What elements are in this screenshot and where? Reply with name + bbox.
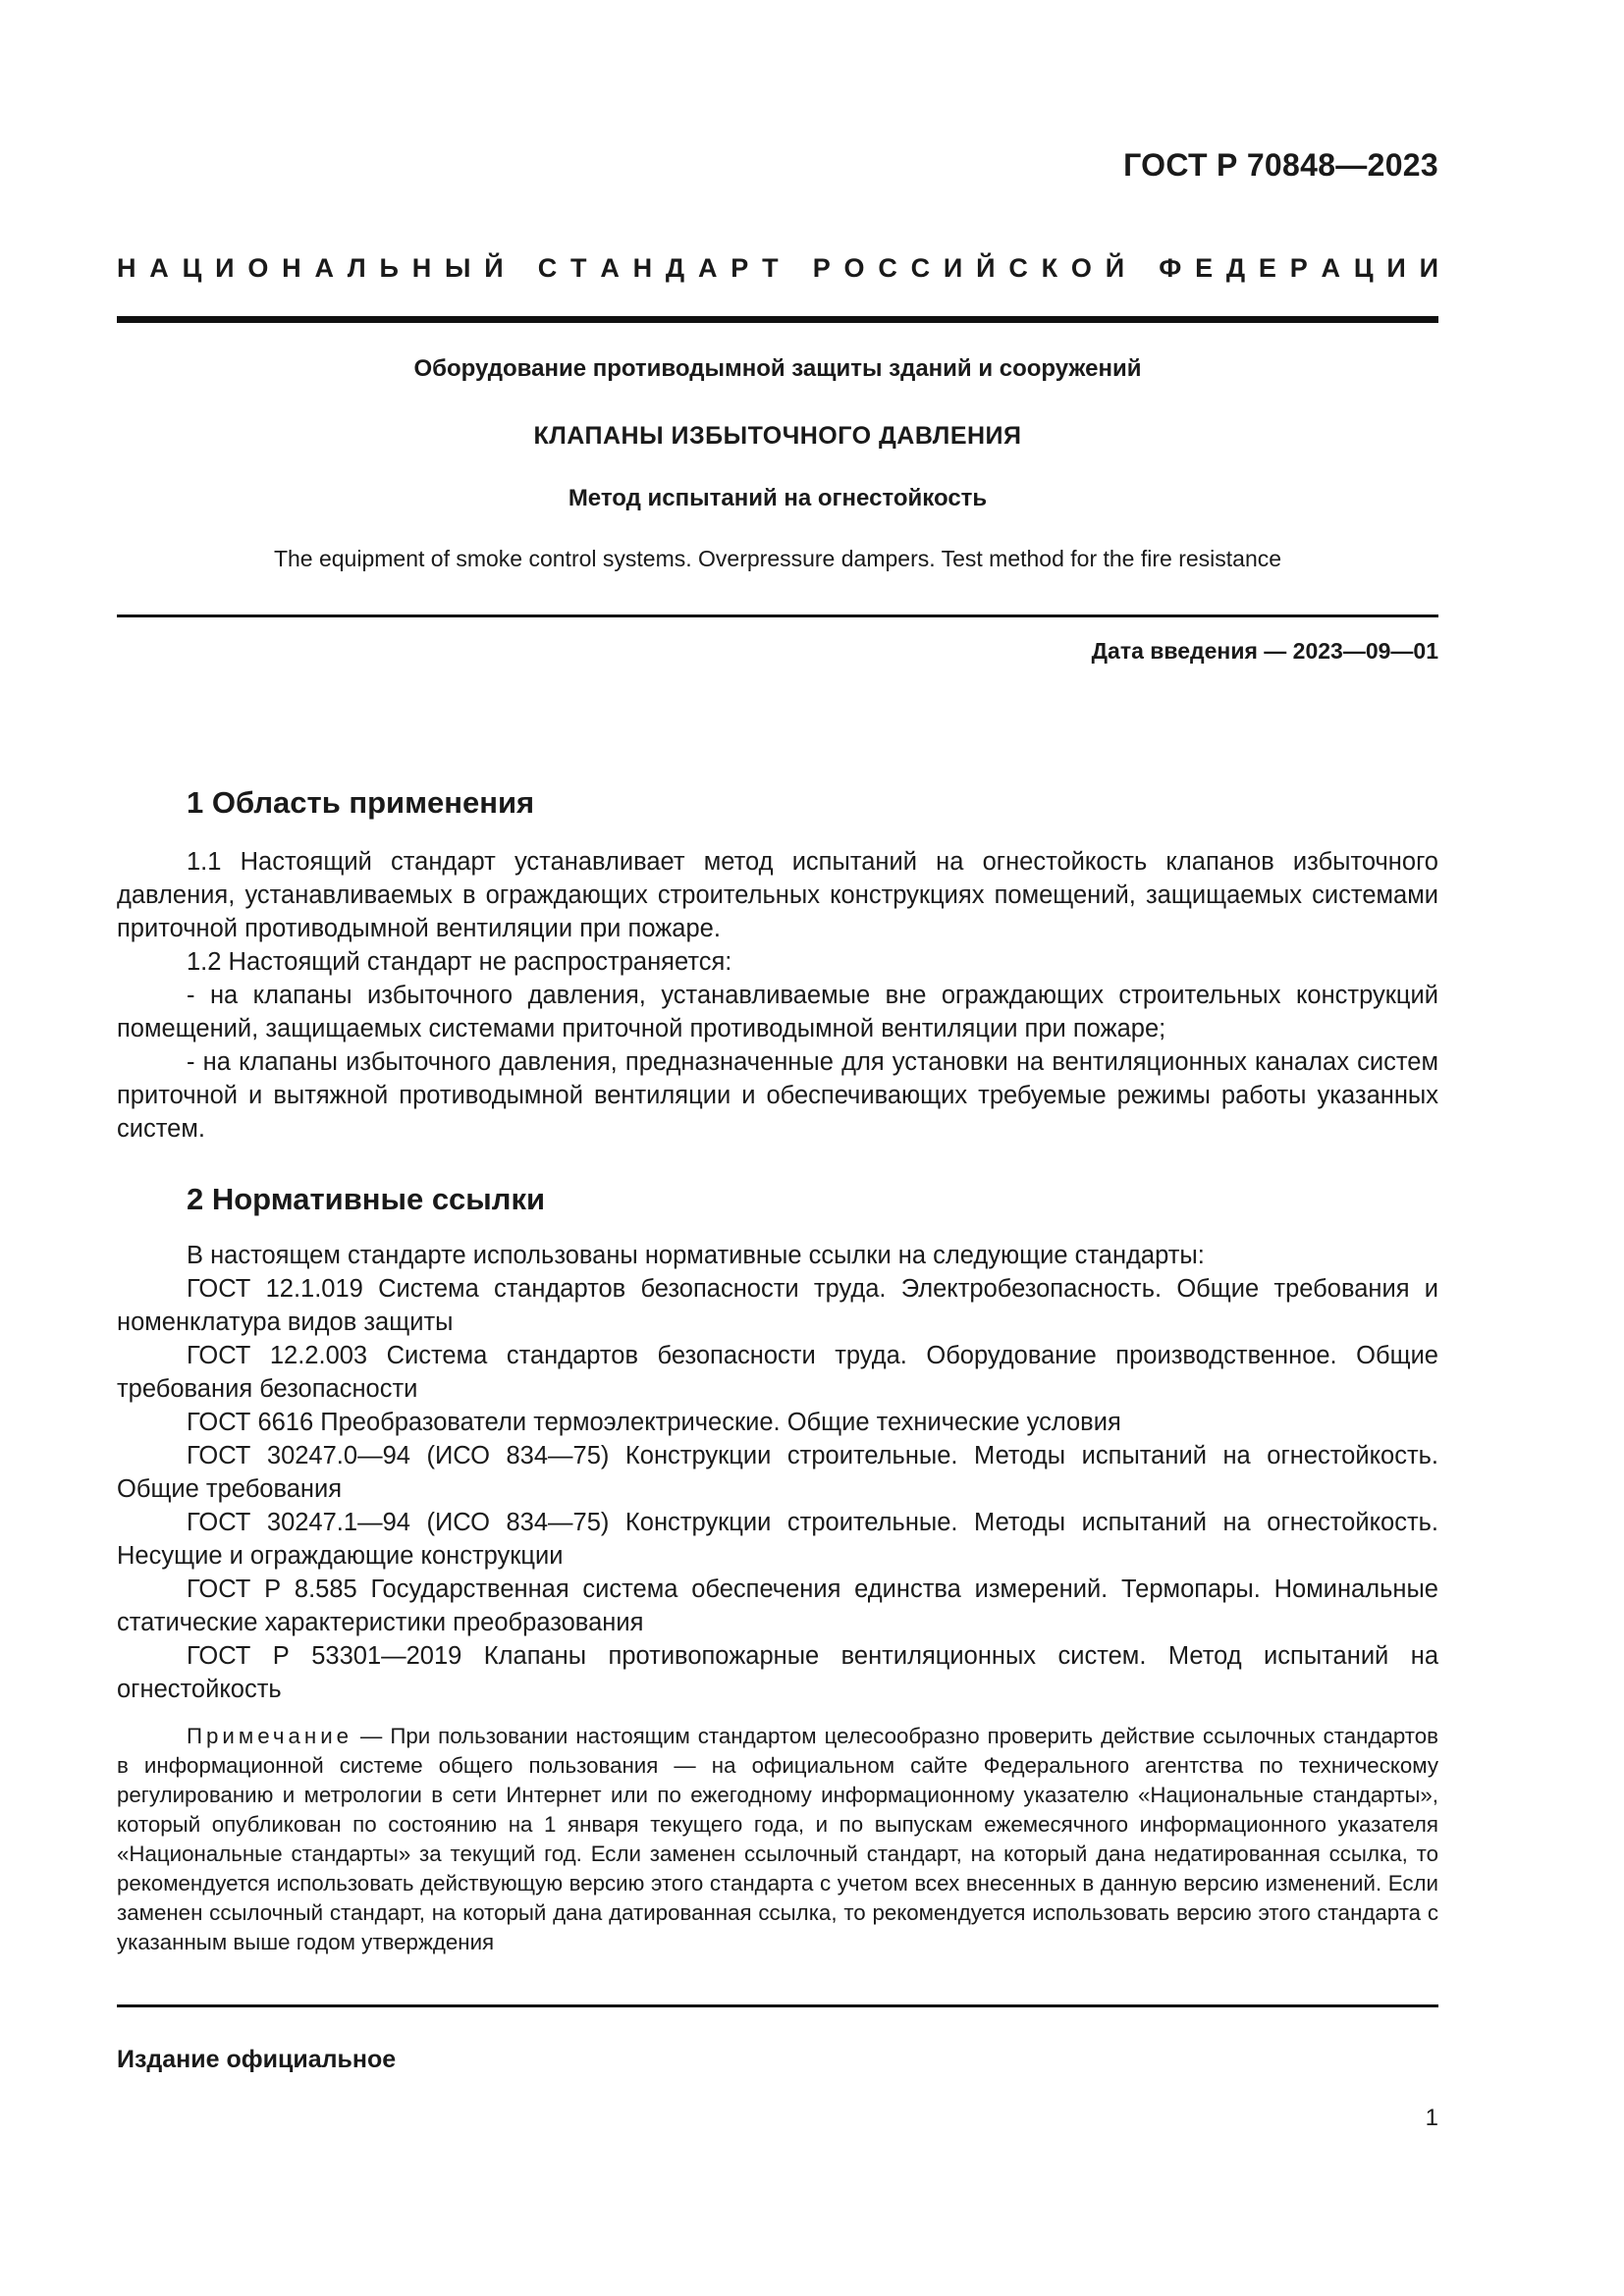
banner-letter: С	[878, 253, 897, 283]
paragraph: - на клапаны избыточного давления, устанавливаемые вне ограждающих строительных конструкций помещений, защищаемых системами приточной противодымной вентиляции при пожаре;	[117, 982, 1438, 1042]
banner-letter: Н	[632, 253, 653, 283]
paragraph: 1.1 Настоящий стандарт устанавливает метод испытаний на огнестойкость клапанов избыточного давления, устанавливаемых в ограждающих строительных конструкциях помещений, защищаемых системами приточной противодымной вентиляции при пожаре.	[117, 848, 1438, 942]
banner-letter: И	[1419, 253, 1438, 283]
banner-letter: Ы	[444, 253, 471, 283]
banner-letter	[516, 253, 524, 284]
section-heading: 1 Область применения	[187, 785, 535, 820]
banner-letter: Т	[762, 253, 779, 283]
reference-item: ГОСТ 12.1.019 Система стандартов безопасности труда. Электробезопасность. Общие требования и номенклатура видов защиты	[117, 1275, 1438, 1336]
note-text: — При пользовании настоящим стандартом целесообразно проверить действие ссылочных стандартов в информационной системе общего пользования — на официальном сайте Федерального агентства по техническому регулированию и метрологии в сети Интернет или по ежегодному информационному указателю «Национальные стандарты», который опубликован по состоянию на 1 января текущего года, и по выпускам ежемесячного информационного указателя «Национальные стандарты» за текущий год. Если заменен ссылочный стандарт, на который дана недатированная ссылка, то рекомендуется использовать действующую версию этого стандарта с учетом всех внесенных в данную версию изменений. Если заменен ссылочный стандарт, на который дана датированная ссылка, то рекомендуется использовать версию этого стандарта с указанным выше годом утверждения	[117, 1724, 1438, 1954]
banner-letter: Т	[570, 253, 587, 283]
reference-item: ГОСТ 30247.1—94 (ИСО 834—75) Конструкции строительные. Методы испытаний на огнестойкость. Несущие и ограждающие конструкции	[117, 1509, 1438, 1570]
paragraph: 1.2 Настоящий стандарт не распространяется:	[187, 948, 732, 976]
banner-letter: Р	[1289, 253, 1308, 283]
section-heading: 2 Нормативные ссылки	[187, 1182, 546, 1216]
title-divider	[117, 614, 1438, 617]
banner-letter: Н	[117, 253, 136, 283]
paragraph: - на клапаны избыточного давления, предназначенные для установки на вентиляционных каналах систем приточной и вытяжной противодымной вентиляции и обеспечивающих требуемые режимы работы указанных систем.	[117, 1048, 1438, 1143]
banner-letter: А	[314, 253, 334, 283]
banner-letter: О	[843, 253, 865, 283]
section-references	[117, 1182, 1438, 1957]
banner-letter: Л	[347, 253, 366, 283]
document-number: ГОСТ Р 70848—2023	[1123, 147, 1438, 183]
reference-item: ГОСТ 6616 Преобразователи термоэлектрические. Общие технические условия	[187, 1409, 1121, 1436]
introduction-date: Дата введения — 2023—09—01	[1091, 638, 1438, 664]
banner-letter: А	[149, 253, 169, 283]
banner-letter: А	[697, 253, 718, 283]
footer-divider	[117, 2004, 1438, 2007]
banner-letter: И	[943, 253, 963, 283]
reference-item: ГОСТ 30247.0—94 (ИСО 834—75) Конструкции строительные. Методы испытаний на огнестойкость. Общие требования	[117, 1442, 1438, 1503]
banner-letter: Й	[484, 253, 504, 283]
reference-item: ГОСТ 12.2.003 Система стандартов безопасности труда. Оборудование производственное. Общие требования безопасности	[117, 1342, 1438, 1403]
banner-letter: О	[1070, 253, 1092, 283]
banner-letter: Ф	[1159, 253, 1182, 283]
banner-letter: Д	[1225, 253, 1246, 283]
main-title: КЛАПАНЫ ИЗБЫТОЧНОГО ДАВЛЕНИЯ	[533, 422, 1022, 450]
banner-letter: Е	[1195, 253, 1214, 283]
banner-letter: С	[910, 253, 931, 283]
reference-item: ГОСТ Р 53301—2019 Клапаны противопожарные вентиляционных систем. Метод испытаний на огнестойкость	[117, 1642, 1438, 1703]
banner-letter: С	[537, 253, 558, 283]
banner-letter: А	[600, 253, 620, 283]
national-standard-banner	[117, 253, 1438, 284]
sub-title: Метод испытаний на огнестойкость	[568, 485, 988, 511]
banner-letter: О	[247, 253, 269, 283]
english-title: The equipment of smoke control systems. Overpressure dampers. Test method for the fire resistance	[273, 546, 1282, 571]
banner-letter: Ь	[379, 253, 399, 283]
banner-letter: Н	[411, 253, 432, 283]
group-title: Оборудование противодымной защиты зданий и сооружений	[413, 355, 1142, 382]
banner-letter: А	[1321, 253, 1341, 283]
banner-letter: Ц	[1353, 253, 1374, 283]
paragraph: В настоящем стандарте использованы нормативные ссылки на следующие стандарты:	[187, 1242, 1205, 1269]
banner-letter: Е	[1258, 253, 1276, 283]
banner-letter: Р	[731, 253, 749, 283]
banner-letter: И	[215, 253, 235, 283]
banner-letter	[1138, 253, 1146, 284]
banner-letter: Й	[1105, 253, 1125, 283]
note	[117, 1722, 1438, 1957]
reference-item: ГОСТ Р 8.585 Государственная система обеспечения единства измерений. Термопары. Номинальные статические характеристики преобразования	[117, 1575, 1438, 1636]
header-divider	[117, 316, 1438, 323]
section-scope	[117, 785, 1438, 1146]
banner-letter: С	[1008, 253, 1028, 283]
document-page	[117, 0, 1438, 2296]
note-label: Примечание	[187, 1724, 353, 1748]
edition-label: Издание официальное	[117, 2046, 397, 2073]
banner-letter: Р	[812, 253, 831, 283]
banner-letter: Д	[665, 253, 685, 283]
banner-letter	[791, 253, 799, 284]
banner-letter: К	[1041, 253, 1058, 283]
banner-letter: Ц	[182, 253, 202, 283]
banner-letter: Й	[976, 253, 996, 283]
banner-letter: Н	[282, 253, 301, 283]
page-number: 1	[1425, 2105, 1438, 2131]
banner-letter: И	[1386, 253, 1406, 283]
